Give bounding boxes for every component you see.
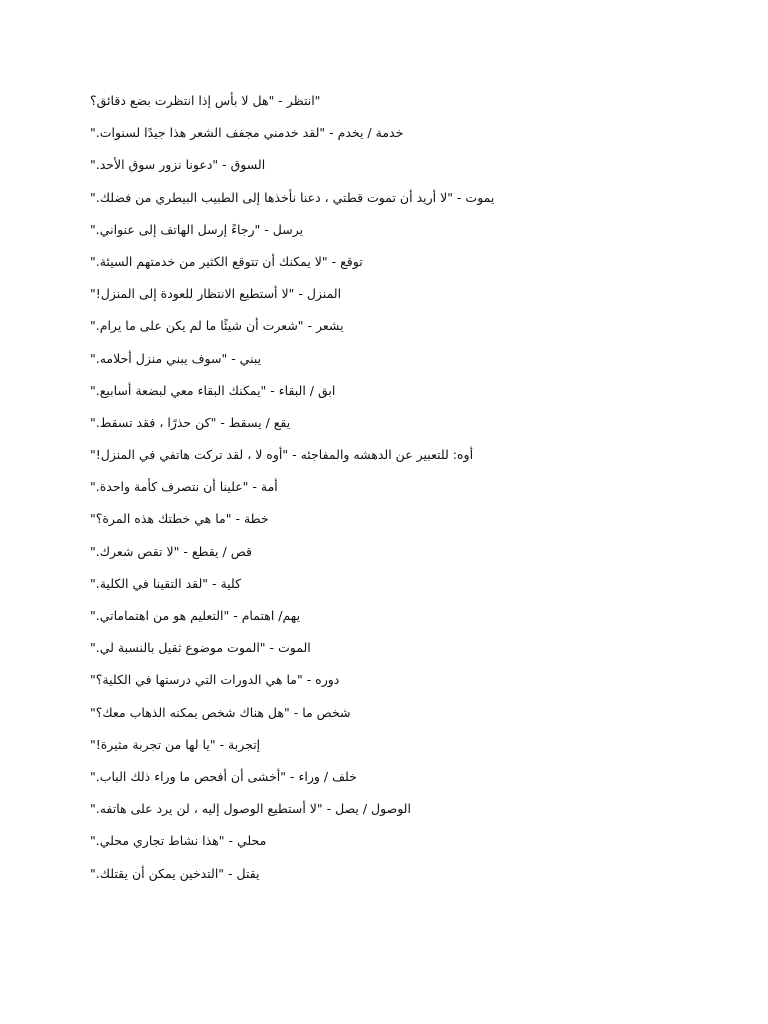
vocabulary-line: يموت - "لا أريد أن تموت قطتي ، دعنا نأخذها إلى الطبيب البيطري من فضلك." bbox=[90, 189, 495, 205]
vocabulary-line: يرسل - "رجاءً إرسل الهاتف إلى عنواني." bbox=[90, 221, 304, 237]
vocabulary-line: شخص ما - "هل هناك شخص يمكنه الذهاب معك؟" bbox=[90, 704, 351, 720]
vocabulary-list bbox=[90, 91, 710, 896]
vocabulary-line: محلي - "هذا نشاط تجاري محلي." bbox=[90, 833, 267, 849]
vocabulary-line: إتجربة - "يا لها من تجربة مثيرة!" bbox=[90, 736, 261, 752]
vocabulary-line: توقع - "لا يمكنك أن تتوقع الكثير من خدمتهم السيئة." bbox=[90, 253, 363, 269]
vocabulary-line: الوصول / يصل - "لا أستطيع الوصول إليه ، لن يرد على هاتفه." bbox=[90, 801, 411, 817]
vocabulary-line: يقع / يسقط - "كن حذرًا ، فقد تسقط." bbox=[90, 414, 291, 430]
vocabulary-line: السوق - "دعونا نزور سوق الأحد." bbox=[90, 157, 266, 173]
vocabulary-line: يشعر - "شعرت أن شيئًا ما لم يكن على ما يرام." bbox=[90, 318, 344, 334]
vocabulary-line: أوه: للتعبير عن الدهشه والمفاجئه - "أوه لا ، لقد تركت هاتفي في المنزل!" bbox=[90, 447, 474, 463]
vocabulary-line: يقتل - "التدخين يمكن أن يقتلك." bbox=[90, 865, 260, 881]
vocabulary-line: أمة - "علينا أن نتصرف كأمة واحدة." bbox=[90, 479, 278, 495]
vocabulary-line: قص / يقطع - "لا تقص شعرك." bbox=[90, 543, 252, 559]
vocabulary-line: يهم/ اهتمام - "التعليم هو من اهتماماتي." bbox=[90, 608, 301, 623]
vocabulary-line: خطة - "ما هي خطتك هذه المرة؟" bbox=[90, 511, 269, 527]
vocabulary-line: دوره - "ما هي الدورات التي درستها في الكلية؟" bbox=[90, 672, 340, 688]
vocabulary-line: خلف / وراء - "أخشى أن أفحص ما وراء ذلك الباب." bbox=[90, 768, 357, 784]
vocabulary-line: الموت - "الموت موضوع ثقيل بالنسبة لي." bbox=[90, 640, 311, 656]
vocabulary-line: المنزل - "لا أستطيع الانتظار للعودة إلى المنزل!" bbox=[90, 286, 342, 302]
vocabulary-line: كلية - "لقد التقينا في الكلية." bbox=[90, 575, 242, 591]
vocabulary-line: "انتظر - "هل لا بأس إذا انتظرت بضع دقائق؟ bbox=[90, 93, 321, 108]
vocabulary-line: خدمة / يخدم - "لقد خدمني مجفف الشعر هذا جيدًا لسنوات." bbox=[90, 125, 404, 141]
vocabulary-line: يبني - "سوف يبني منزل أحلامه." bbox=[90, 350, 262, 366]
vocabulary-line: ابق / البقاء - "يمكنك البقاء معي لبضعة أسابيع." bbox=[90, 382, 336, 398]
